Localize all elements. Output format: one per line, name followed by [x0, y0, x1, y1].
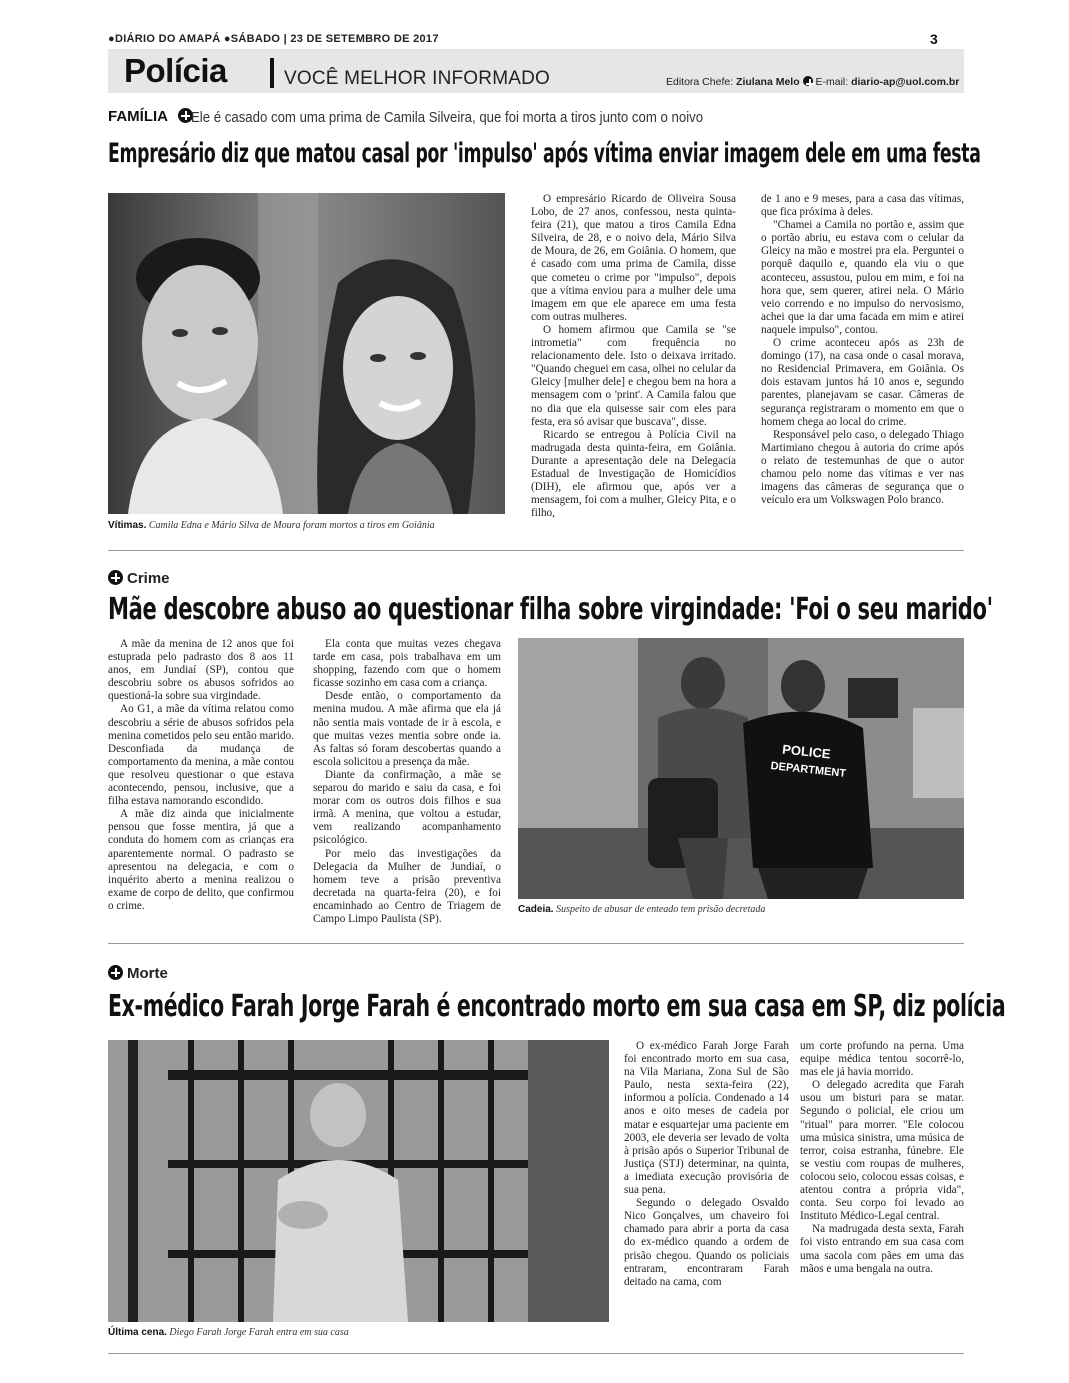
article2-caption [518, 904, 765, 915]
article1-photo [108, 193, 505, 514]
article2-photo [518, 638, 964, 899]
paragraph: Responsável pelo caso, o delegado Thiago Martimiano chegou à autoria do crime após o relato de testemunhas de que o autor chamou pelo nome das vítimas e ver nas imagens das câmeras de segurança que o veículo era um Volkswagen Polo branco. [761, 428, 964, 507]
email-address[interactable]: diario-ap@uol.com.br [851, 76, 960, 88]
editor-info [666, 76, 959, 88]
paragraph: A mãe diz ainda que inicialmente pensou que fosse mentira, já que a conduta do homem com as crianças era aparentemente normal. O padrasto se apresentou na delegacia, e com o inquérito aberto a menina realizou o exame de corpo de delito, que confirmou o crime. [108, 808, 294, 912]
farah-photo-illustration [108, 1040, 609, 1322]
article3-caption-label: Última cena. [108, 1327, 167, 1338]
paragraph: Segundo o delegado Osvaldo Nico Gonçalves, um chaveiro foi chamado para abrir a porta da casa do ex-médico quando a ordem de prisão chegou. Quando os policiais entraram, encontraram Farah deitado na cama, com [624, 1197, 789, 1288]
article1-caption [108, 520, 435, 531]
article3-caption-text: Diego Farah Jorge Farah entra em sua casa [169, 1327, 349, 1338]
article2-column-2 [313, 638, 501, 926]
paragraph: O delegado acredita que Farah usou um bisturi para se matar. Segundo o policial, ele criou um "ritual" para morrer. "Ele colocou uma música sinistra, uma música de terror, coisa estranha, fúnebre. Ele se vestiu com roupas de mulheres, colocou seio, colocou essas coisas, e atentou contra a própria vida", conta. Seu corpo foi levado ao Instituto Médico-Legal central. [800, 1079, 964, 1223]
bullet-icon [803, 76, 813, 86]
paragraph: O empresário Ricardo de Oliveira Sousa Lobo, de 27 anos, confessou, nesta quinta-feira (21), que matou a tiros Camila Edna Silveira, de 28, e o noivo dela, Mário Silva de Moura, de 26, em Goiânia. O homem, que é casado com uma prima de Camila, disse que cometeu o crime por "impulso", depois que a vítima enviou para a mulher dele uma imagem em que ele aparece em uma festa com outras mulheres. [531, 193, 736, 323]
paragraph: Por meio das investigações da Delegacia da Mulher de Jundiaí, o homem teve a prisão preventiva decretada na quarta-feira (20), e foi encaminhado ao Centro de Triagem de Campo Limpo Paulista (SP). [313, 847, 501, 925]
paragraph: O homem afirmou que Camila se "se intrometia" com frequência no relacionamento dele. Isto o deixava irritado. "Quando cheguei em casa, olhei no celular da Gleicy [mulher dele] e chegou bem na hora a mensagem com o 'print'. A Camila falou que no dia que ela quisesse sair com eles para festa, era só avisar que buscava", disse. [531, 323, 736, 428]
article2-caption-label: Cadeia. [518, 904, 554, 915]
paragraph: Diante da confirmação, a mãe se separou do marido e saiu da casa, e foi morar com os outros dois filhos e sua irmã. A menina, que voltou a estudar, vem realizando acompanhamento psicológico. [313, 768, 501, 847]
article1-kicker: FAMÍLIA [108, 108, 168, 125]
paragraph: Ricardo se entregou à Polícia Civil na madrugada desta quinta-feira, em Goiânia. Durante a apresentação dele na Delegacia Estadual de Investigação de Homicídios (DIH), ele afirmou que, após ver a mensagem, foi com a mulher, Gleicy Pita, e o filho, [531, 428, 736, 520]
page-bottom-rule [108, 1353, 964, 1354]
article2-section-line [108, 570, 170, 588]
article1-subhead: Ele é casado com uma prima de Camila Silveira, que foi morta a tiros junto com o noivo [191, 109, 704, 126]
article1-column-2 [761, 193, 964, 507]
article2-section: Crime [127, 570, 170, 587]
page-number: 3 [930, 31, 938, 47]
section-tagline: VOCÊ MELHOR INFORMADO [284, 68, 550, 89]
paragraph: Ao G1, a mãe da vítima relatou como descobriu a série de abusos sofridos pela menina cometidos pelo seu então marido. Desconfiada da mudança de comportamento da menina, a mãe contou que resolveu questionar o que estava acontecendo, pensou, inclusive, que a filha estava namorando escondido. [108, 703, 294, 808]
article1-kicker-line [108, 108, 193, 126]
photo-police-text: POLICE [781, 741, 832, 762]
article2-caption-text: Suspeito de abusar de enteado tem prisão decretada [556, 904, 766, 915]
section-title: Polícia [124, 52, 227, 89]
arrest-photo-illustration [518, 638, 964, 899]
couple-photo-illustration [108, 193, 505, 514]
section-divider [270, 58, 274, 88]
article3-section: Morte [127, 965, 168, 982]
photo-department-text: DEPARTMENT [770, 760, 847, 780]
article3-photo [108, 1040, 609, 1322]
article1-caption-label: Vítimas. [108, 520, 147, 531]
paragraph: O ex-médico Farah Jorge Farah foi encontrado morto em sua casa, na Vila Mariana, Zona Sul de São Paulo, nesta sexta-feira (22), informou a polícia. Condenado a 14 anos e oito meses de cadeia por matar e esquartejar uma paciente em 2003, ele deveria ser levado de volta à prisão após o Superior Tribunal de Justiça (STJ) determinar, na quinta, a imediata execução provisória de sua pena. [624, 1040, 789, 1197]
editor-name: Ziulana Melo [736, 76, 800, 88]
section-rule [108, 550, 964, 551]
paragraph: Ela conta que muitas vezes chegava tarde em casa, pois trabalhava em um shopping, fazendo com que o homem ficasse sozinho em casa com a criança. [313, 638, 501, 690]
bullet-icon [108, 965, 123, 980]
article2-headline[interactable]: Mãe descobre abuso ao questionar filha sobre virgindade: 'Foi o seu marido' [108, 592, 993, 627]
paragraph: Na madrugada desta sexta, Farah foi visto entrando em sua casa com uma sacola com pães em uma das mãos e uma bengala na outra. [800, 1223, 964, 1275]
paragraph: um corte profundo na perna. Uma equipe médica tentou socorrê-lo, mas ele já havia morrido. [800, 1040, 964, 1079]
article1-column-1 [531, 193, 736, 520]
paragraph: A mãe da menina de 12 anos que foi estuprada pelo padrasto dos 8 aos 11 anos, em Jundiaí (SP), contou que descobriu sobre os abusos sofridos ao questioná-la sobre sua virgindade. [108, 638, 294, 703]
article3-column-1 [624, 1040, 789, 1289]
paragraph: Desde então, o comportamento da menina mudou. A mãe afirma que ela já não sentia mais vontade de ir à escola, e que muitas vezes mentia sobre onde ia. As faltas só foram descobertas quando a escola solicitou a presença da mãe. [313, 690, 501, 768]
bullet-icon [108, 570, 123, 585]
paragraph: O crime aconteceu após as 23h de domingo (17), na casa onde o casal morava, no Residencial Primavera, em Goiânia. Os dois estavam juntos há 10 anos e, segundo parentes, planejavam se casar. Câmeras de segurança registraram o momento em que o homem chega ao local do crime. [761, 337, 964, 428]
article3-caption [108, 1327, 349, 1338]
newspaper-dateline: ●DIÁRIO DO AMAPÁ ●SÁBADO | 23 DE SETEMBRO DE 2017 [108, 33, 439, 45]
paragraph: de 1 ano e 9 meses, para a casa das vítimas, que fica próxima à deles. [761, 193, 964, 219]
article3-section-line [108, 965, 168, 983]
editor-label: Editora Chefe: [666, 76, 734, 88]
email-label: E-mail: [815, 76, 849, 88]
article1-headline[interactable]: Empresário diz que matou casal por 'impulso' após vítima enviar imagem dele em uma festa [108, 138, 981, 169]
section-rule [108, 943, 964, 944]
article3-headline[interactable]: Ex-médico Farah Jorge Farah é encontrado morto em sua casa em SP, diz polícia [108, 989, 1006, 1024]
paragraph: "Chamei a Camila no portão e, assim que o portão abriu, eu estava com o celular da Gleicy na mão e mostrei pra ela. Perguntei o porquê daquilo e, quando ela viu o que aconteceu, assustou, pulou em mim, e foi na hora que, sem querer, atirei nela. O Mário veio correndo e no impulso do nervosismo, achei que ia dar uma facada em mim e atirei naquele impulso", contou. [761, 219, 964, 336]
article1-caption-text: Camila Edna e Mário Silva de Moura foram mortos a tiros em Goiânia [148, 520, 435, 531]
article2-column-1 [108, 638, 294, 913]
article3-column-2 [800, 1040, 964, 1276]
